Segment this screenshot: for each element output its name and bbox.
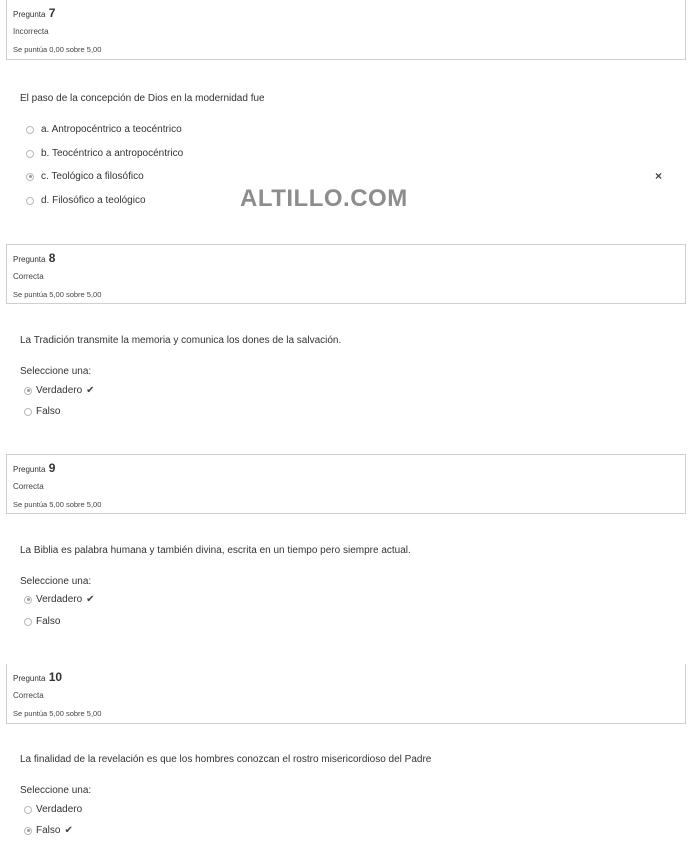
check-icon: ✔	[64, 825, 73, 836]
answer-option-b[interactable]	[26, 148, 183, 159]
question-text: La Biblia es palabra humana y también divina, escrita en un tiempo pero siempre actual.	[20, 545, 411, 556]
select-prompt: Seleccione una:	[20, 576, 92, 587]
question-grade: Se puntúa 5,00 sobre 5,00	[13, 709, 102, 718]
radio-button-selected[interactable]	[26, 173, 34, 181]
question-grade: Se puntúa 0,00 sobre 5,00	[13, 45, 102, 54]
question-number: Pregunta 10	[13, 670, 63, 684]
answer-label: d. Filosófico a teológico	[41, 195, 146, 206]
select-prompt: Seleccione una:	[20, 785, 92, 796]
question-info-7	[6, 0, 686, 60]
answer-option-false[interactable]	[24, 406, 60, 417]
radio-button-selected[interactable]	[24, 387, 32, 395]
question-state: Correcta	[13, 272, 44, 281]
question-info-8	[6, 244, 686, 304]
answer-option-true[interactable]	[24, 594, 95, 605]
radio-button[interactable]	[24, 408, 32, 416]
answer-label: Falso	[36, 825, 61, 836]
answer-option-true[interactable]	[24, 804, 82, 815]
radio-button[interactable]	[26, 126, 34, 134]
question-number: Pregunta 7	[13, 6, 56, 20]
question-number: Pregunta 8	[13, 251, 56, 265]
question-state: Incorrecta	[13, 27, 49, 36]
answer-label: Verdadero	[36, 594, 83, 605]
answer-option-false[interactable]	[24, 616, 60, 627]
answer-option-false[interactable]	[24, 825, 73, 836]
answer-label: a. Antropocéntrico a teocéntrico	[41, 124, 182, 135]
answer-label: c. Teológico a filosófico	[41, 171, 144, 182]
watermark: ALTILLO.COM	[240, 185, 408, 212]
check-icon: ✔	[86, 385, 95, 396]
question-grade: Se puntúa 5,00 sobre 5,00	[13, 290, 102, 299]
radio-button-selected[interactable]	[24, 596, 32, 604]
question-text: El paso de la concepción de Dios en la modernidad fue	[20, 93, 265, 104]
question-grade: Se puntúa 5,00 sobre 5,00	[13, 500, 102, 509]
answer-option-c[interactable]	[26, 171, 144, 182]
question-number: Pregunta 9	[13, 461, 56, 475]
question-info-10	[6, 664, 686, 724]
answer-label: Verdadero	[36, 804, 83, 815]
answer-option-a[interactable]	[26, 124, 182, 135]
answer-label: Falso	[36, 616, 61, 627]
answer-label: b. Teocéntrico a antropocéntrico	[41, 148, 184, 159]
select-prompt: Seleccione una:	[20, 366, 92, 377]
radio-button[interactable]	[26, 197, 34, 205]
question-text: La Tradición transmite la memoria y comunica los dones de la salvación.	[20, 335, 342, 346]
radio-button[interactable]	[24, 618, 32, 626]
incorrect-icon: ×	[655, 169, 663, 183]
check-icon: ✔	[86, 594, 95, 605]
answer-label: Verdadero	[36, 385, 83, 396]
question-state: Correcta	[13, 482, 44, 491]
question-state: Correcta	[13, 691, 44, 700]
question-text: La finalidad de la revelación es que los hombres conozcan el rostro misericordioso del Padre	[20, 754, 432, 765]
answer-label: Falso	[36, 406, 61, 417]
answer-option-d[interactable]	[26, 195, 146, 206]
answer-option-true[interactable]	[24, 385, 95, 396]
radio-button[interactable]	[26, 150, 34, 158]
radio-button-selected[interactable]	[24, 827, 32, 835]
radio-button[interactable]	[24, 806, 32, 814]
question-info-9	[6, 454, 686, 514]
